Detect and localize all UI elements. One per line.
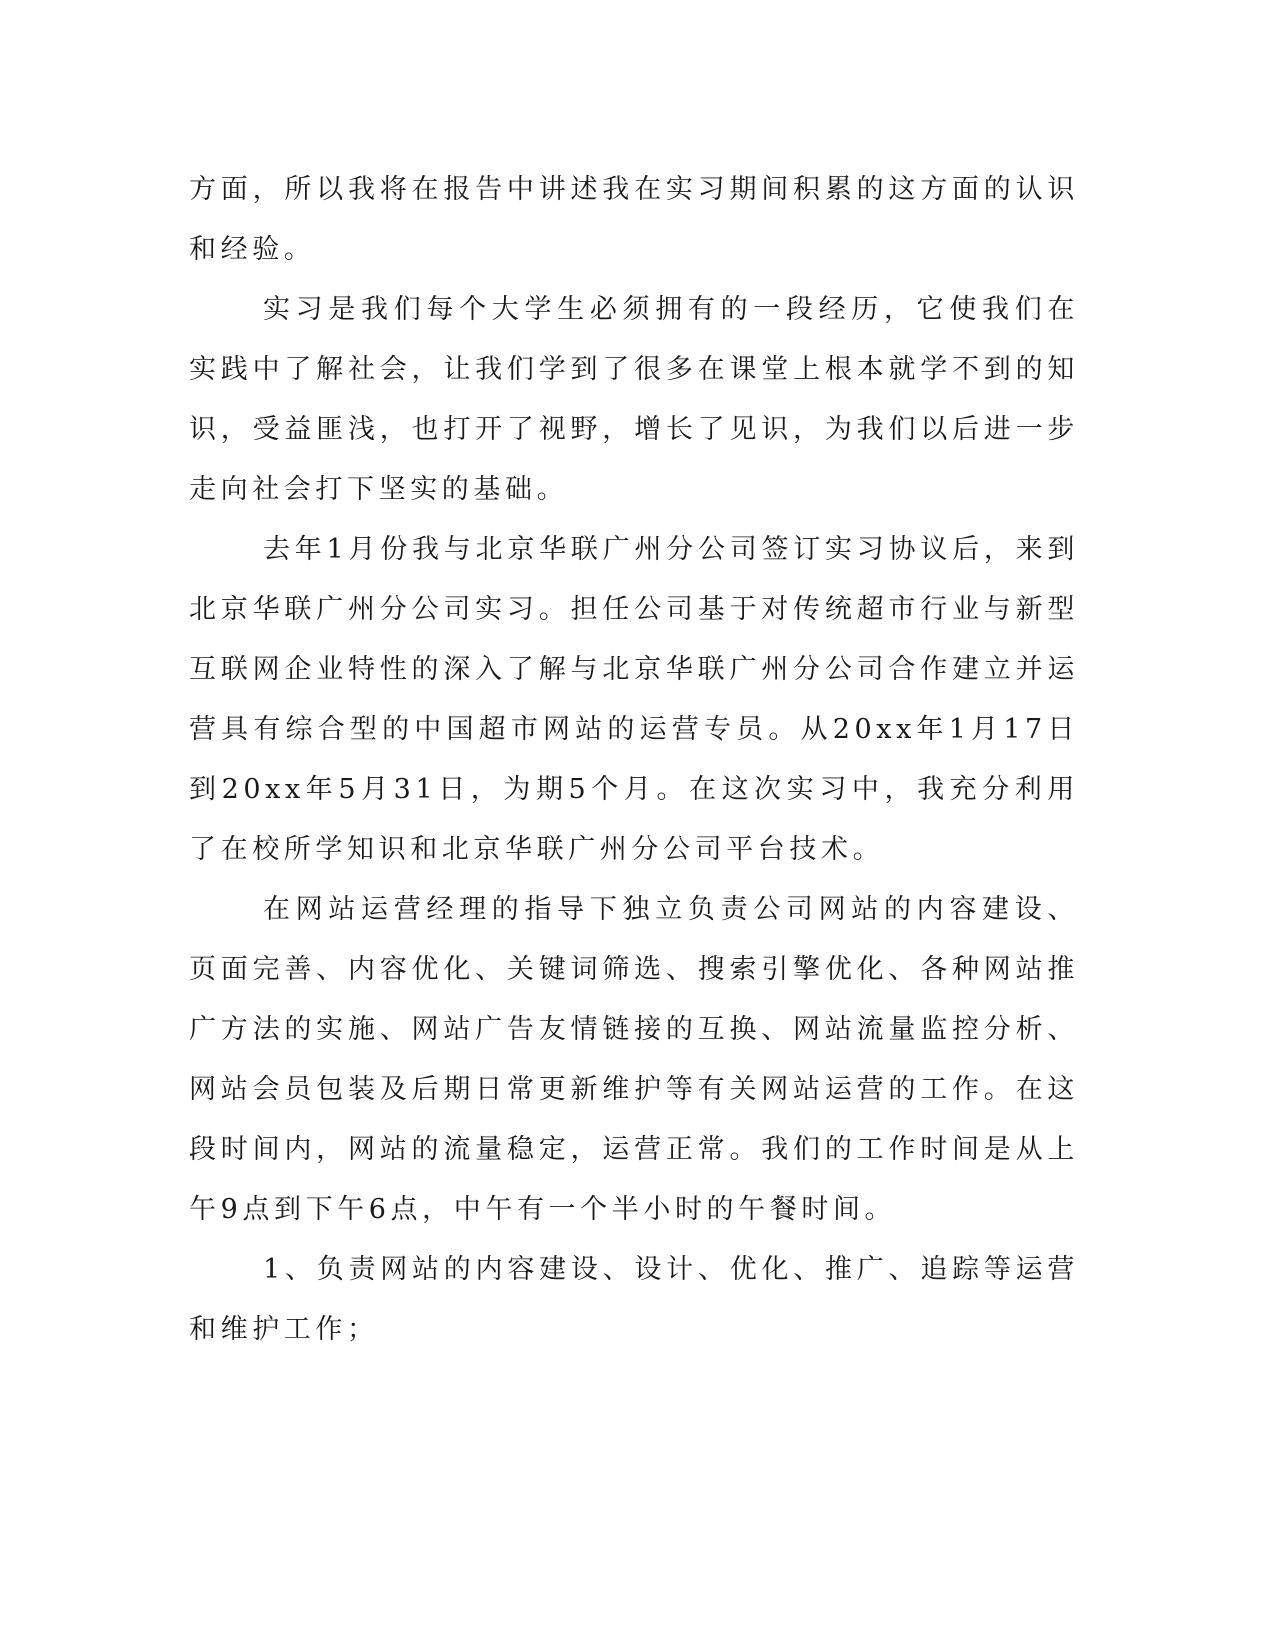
paragraph-list-item-1: 1、负责网站的内容建设、设计、优化、推广、追踪等运营和维护工作； [189, 1254, 1079, 1345]
paragraph-continuation: 方面，所以我将在报告中讲述我在实习期间积累的这方面的认识和经验。 [189, 174, 1079, 265]
paragraph-internship-details: 去年1月份我与北京华联广州分公司签订实习协议后，来到北京华联广州分公司实习。担任公司基于对传统超市行业与新型互联网企业特性的深入了解与北京华联广州分公司合作建立并运营具有综合型的中国超市网站的运营专员。从20xx年1月17日到20xx年5月31日，为期5个月。在这次实习中，我充分利用了在校所学知识和北京华联广州分公司平台技术。 [189, 534, 1079, 865]
document-body [189, 160, 1079, 1360]
paragraph-work-responsibilities: 在网站运营经理的指导下独立负责公司网站的内容建设、页面完善、内容优化、关键词筛选、搜索引擎优化、各种网站推广方法的实施、网站广告友情链接的互换、网站流量监控分析、网站会员包装及后期日常更新维护等有关网站运营的工作。在这段时间内，网站的流量稳定，运营正常。我们的工作时间是从上午9点到下午6点，中午有一个半小时的午餐时间。 [189, 894, 1079, 1225]
paragraph-internship-significance: 实习是我们每个大学生必须拥有的一段经历，它使我们在实践中了解社会，让我们学到了很多在课堂上根本就学不到的知识，受益匪浅，也打开了视野，增长了见识，为我们以后进一步走向社会打下坚实的基础。 [189, 294, 1079, 505]
